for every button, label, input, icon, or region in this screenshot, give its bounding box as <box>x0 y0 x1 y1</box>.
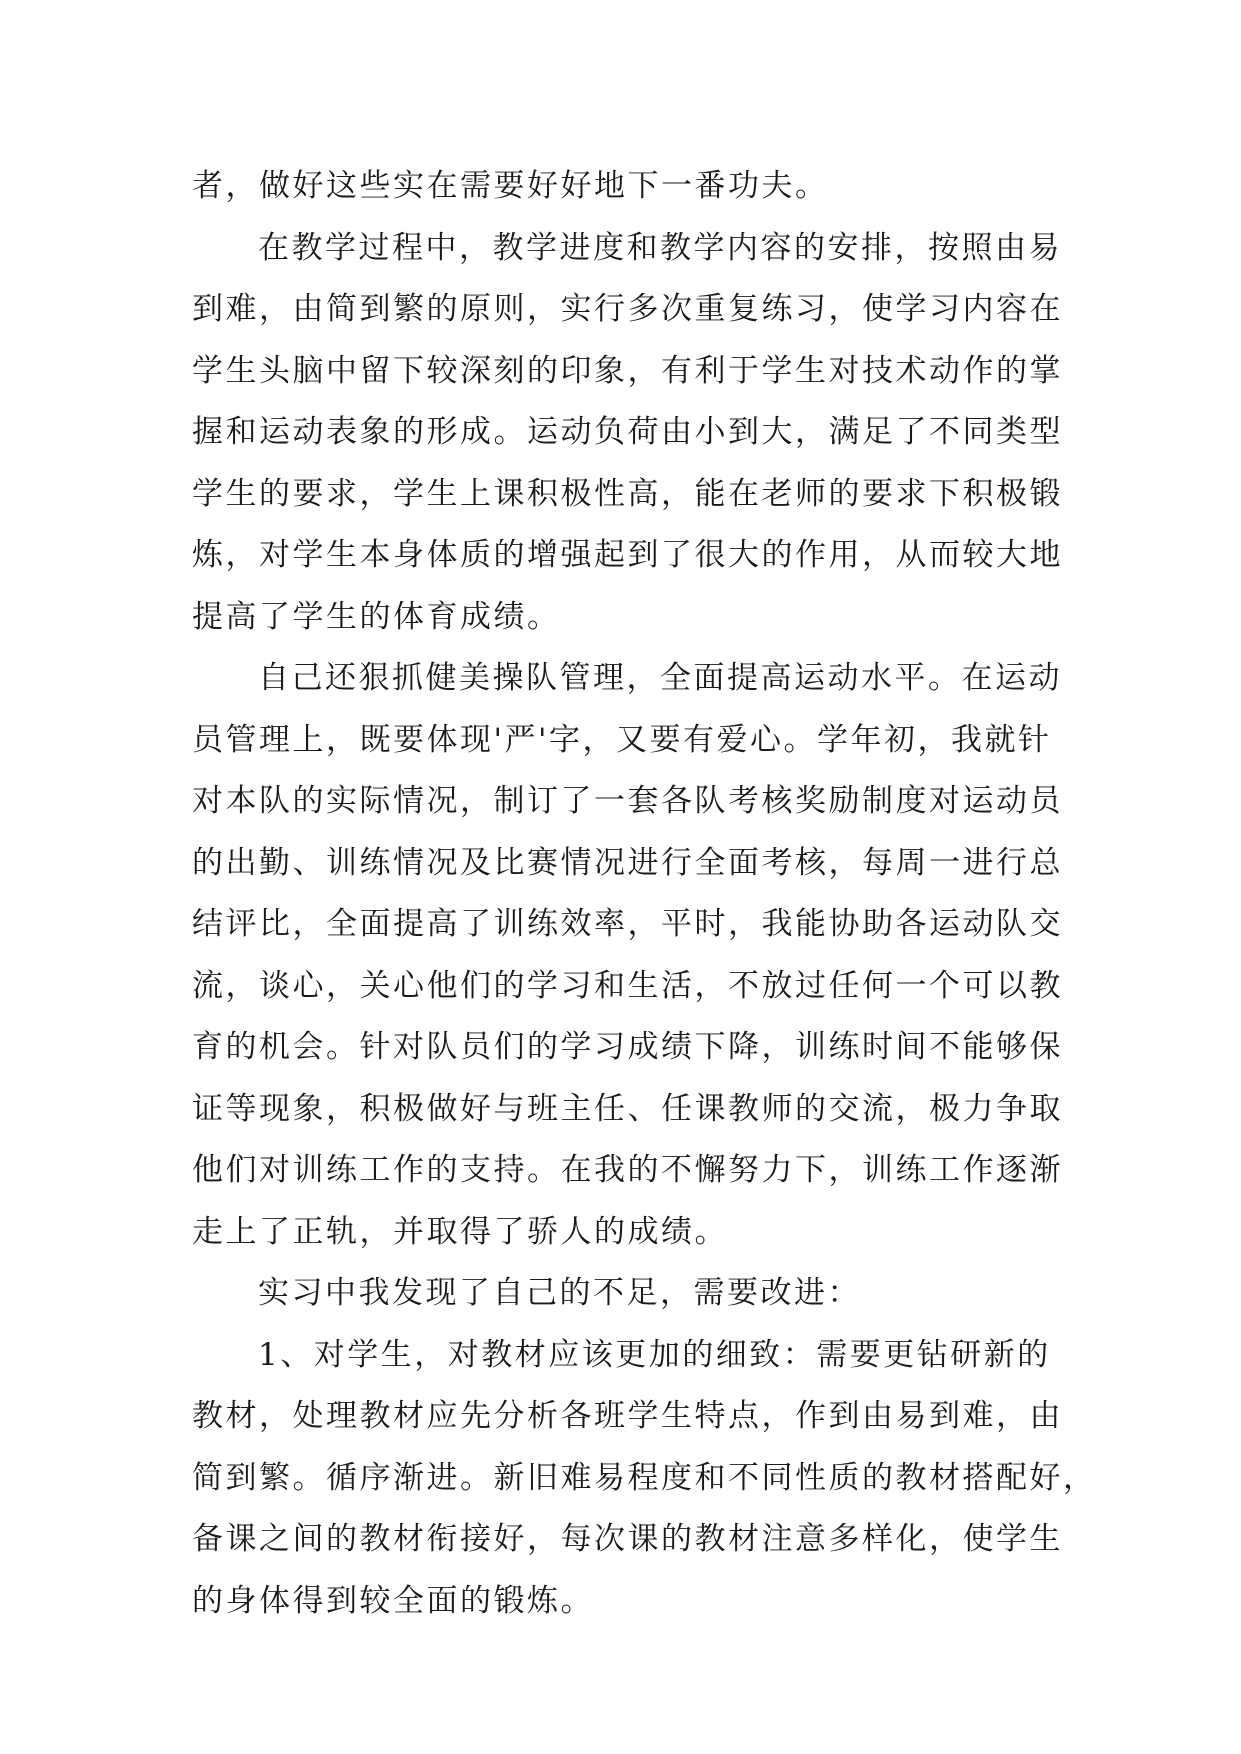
text-line: 育的机会。针对队员们的学习成绩下降，训练时间不能够保 <box>192 1029 1063 1065</box>
text-line: 教材，处理教材应先分析各班学生特点，作到由易到难，由 <box>192 1398 1063 1434</box>
text-line: 炼，对学生本身体质的增强起到了很大的作用，从而较大地 <box>192 537 1063 573</box>
text-line: 自己还狠抓健美操队管理，全面提高运动水平。在运动 <box>258 660 1062 696</box>
paragraph-team-management <box>192 648 1062 1263</box>
text-line: 简到繁。循序渐进。新旧难易程度和不同性质的教材搭配好， <box>192 1459 1097 1496</box>
text-line: 在教学过程中，教学进度和教学内容的安排，按照由易 <box>258 229 1062 266</box>
text-line: 走上了正轨，并取得了骄人的成绩。 <box>192 1213 728 1250</box>
text-line: 握和运动表象的形成。运动负荷由小到大，满足了不同类型 <box>192 414 1063 450</box>
text-line: 学生头脑中留下较深刻的印象，有利于学生对技术动作的掌 <box>192 352 1063 389</box>
text-line: 对本队的实际情况，制订了一套各队考核奖励制度对运动员 <box>192 783 1063 819</box>
paragraph-shortcomings-intro <box>192 1263 1062 1325</box>
text-line: 实习中我发现了自己的不足，需要改进： <box>258 1275 861 1311</box>
document-body <box>192 156 1097 1632</box>
text-line: 的身体得到较全面的锻炼。 <box>192 1582 594 1619</box>
paragraph-continuation <box>192 156 1062 218</box>
text-line: 到难，由简到繁的原则，实行多次重复练习，使学习内容在 <box>192 291 1063 327</box>
text-line: 结评比，全面提高了训练效率，平时，我能协助各运动队交 <box>192 906 1063 942</box>
text-line: 者，做好这些实在需要好好地下一番功夫。 <box>192 168 829 204</box>
text-line: 的出勤、训练情况及比赛情况进行全面考核，每周一进行总 <box>192 844 1063 881</box>
paragraph-improvement-item-1 <box>192 1325 1097 1633</box>
text-line: 流，谈心，关心他们的学习和生活，不放过任何一个可以教 <box>192 967 1063 1004</box>
text-line: 提高了学生的体育成绩。 <box>192 598 561 635</box>
text-line: 备课之间的教材衔接好，每次课的教材注意多样化，使学生 <box>192 1521 1063 1557</box>
text-line: 1、对学生，对教材应该更加的细致：需要更钻研新的 <box>258 1336 1051 1373</box>
text-line: 学生的要求，学生上课积极性高，能在老师的要求下积极锻 <box>192 475 1063 512</box>
paragraph-teaching-process <box>192 218 1062 649</box>
text-line: 证等现象，积极做好与班主任、任课教师的交流，极力争取 <box>192 1090 1063 1127</box>
text-line: 员管理上，既要体现'严'字，又要有爱心。学年初，我就针 <box>192 721 1052 758</box>
text-line: 他们对训练工作的支持。在我的不懈努力下，训练工作逐渐 <box>192 1152 1063 1188</box>
